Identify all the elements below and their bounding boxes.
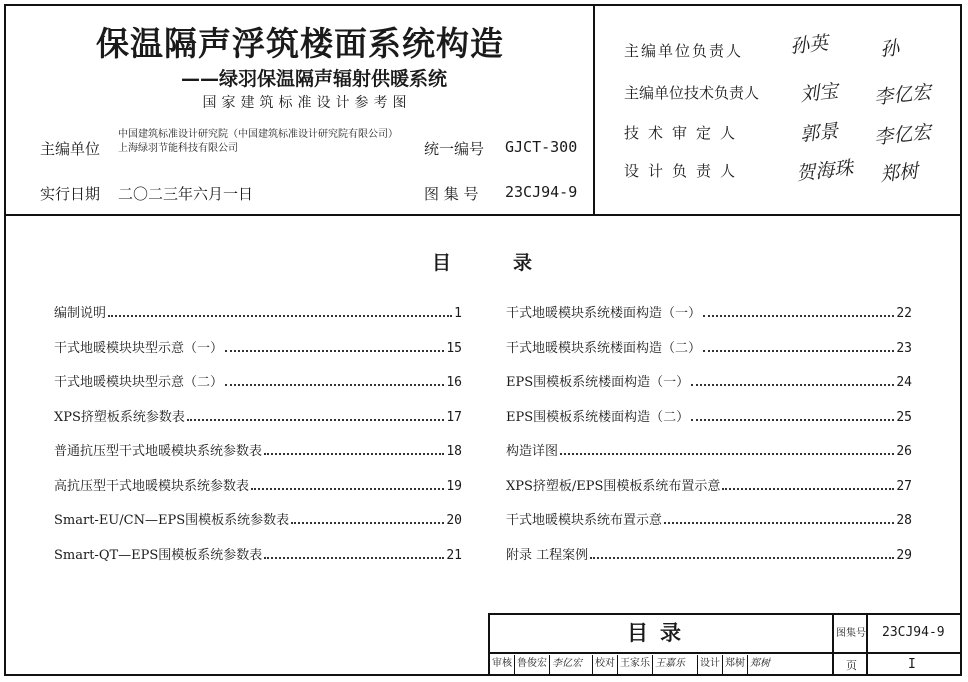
atlas-title: 保温隔声浮筑楼面系统构造 — [96, 24, 504, 63]
toc-entry — [506, 509, 912, 527]
toc-entry — [54, 406, 462, 424]
title-block-row-divider — [488, 652, 962, 654]
toc-leader-dots — [703, 350, 894, 352]
toc-leader-dots — [560, 453, 894, 455]
reviewer-signature: 李亿宏 — [550, 655, 593, 675]
toc-entry-title: 编制说明 — [54, 306, 107, 321]
signature-chief-2: 孙 — [879, 37, 901, 61]
toc-entry-title: 干式地暖模块系统楼面构造（一） — [506, 306, 702, 321]
toc-entry-page: 18 — [446, 444, 462, 459]
signature-tech-1: 刘宝 — [799, 80, 840, 106]
toc-entry — [506, 371, 912, 389]
toc-entry-page: 27 — [896, 478, 912, 494]
atlas-no-label: 图 集 号 — [424, 185, 479, 203]
toc-entry-title: 高抗压型干式地暖模块系统参数表 — [54, 478, 250, 494]
toc-leader-dots — [664, 522, 894, 524]
toc-entry-page: 16 — [446, 375, 462, 390]
date-label: 实行日期 — [40, 185, 101, 203]
toc-entry-title: 构造详图 — [506, 444, 559, 459]
toc-heading-right: 录 — [513, 252, 533, 274]
title-block-title: 目录 — [627, 621, 693, 645]
toc-entry — [506, 337, 912, 355]
designer-name: 郑树 — [723, 655, 748, 675]
toc-entry — [506, 406, 912, 424]
toc-entry-page: 20 — [446, 513, 462, 528]
toc-entry-title: 普通抗压型干式地暖模块系统参数表 — [54, 444, 263, 459]
toc-leader-dots — [264, 453, 444, 455]
toc-entry — [506, 475, 912, 493]
toc-entry-page: 28 — [896, 513, 912, 528]
editor-label: 主编单位 — [40, 140, 101, 158]
toc-leader-dots — [225, 350, 444, 352]
toc-leader-dots — [722, 488, 894, 490]
signature-chief-1: 孙英 — [789, 32, 830, 58]
header-divider — [593, 4, 595, 216]
toc-entry — [54, 371, 462, 389]
toc-entry-page: 25 — [896, 409, 912, 425]
checker-signature: 王嘉乐 — [653, 655, 698, 675]
toc-entry — [54, 544, 462, 562]
toc-entry — [54, 475, 462, 493]
toc-leader-dots — [264, 557, 444, 559]
toc-entry-title: EPS围模板系统楼面构造（一） — [506, 375, 690, 390]
editor-unit-1: 中国建筑标准设计研究院（中国建筑标准设计研究院有限公司） — [118, 129, 398, 140]
toc-leader-dots — [291, 522, 444, 524]
toc-entry — [506, 544, 912, 562]
title-block-col-divider-1 — [832, 613, 834, 675]
resp-role-tech: 主编单位技术负责人 — [624, 84, 760, 102]
toc-leader-dots — [691, 384, 894, 386]
reviewer-name: 鲁俊宏 — [515, 655, 550, 675]
signature-design-1: 贺海珠 — [795, 157, 855, 185]
toc-entry-page: 26 — [896, 444, 912, 459]
title-block-atlas-label: 图集号 — [836, 628, 866, 639]
signature-tech-2: 李亿宏 — [873, 81, 933, 109]
toc-entry-page: 23 — [896, 340, 912, 356]
toc-leader-dots — [225, 384, 444, 386]
toc-entry-title: XPS挤塑板系统参数表 — [54, 409, 185, 425]
toc-entry — [54, 509, 462, 527]
toc-entry-title: 干式地暖模块块型示意（二） — [54, 375, 224, 390]
title-block-atlas-no: 23CJ94-9 — [882, 625, 945, 640]
designer-signature: 郑树 — [750, 658, 770, 669]
signature-review-2: 李亿宏 — [873, 121, 933, 149]
toc-entry-title: 附录 工程案例 — [506, 547, 589, 563]
toc-leader-dots — [703, 315, 894, 317]
atlas-subtitle: ——绿羽保温隔声辐射供暖系统 — [180, 68, 447, 90]
title-block-page-no: I — [908, 657, 916, 672]
toc-leader-dots — [691, 419, 894, 421]
resp-role-design: 设计负责人 — [624, 162, 745, 180]
atlas-category: 国家建筑标准设计参考图 — [202, 95, 412, 111]
checker-name: 王家乐 — [618, 655, 653, 675]
toc-entry-page: 15 — [446, 340, 462, 356]
toc-entry-title: Smart-QT—EPS围模板系统参数表 — [54, 547, 263, 563]
review-label: 审核 — [490, 655, 515, 675]
design-label: 设计 — [698, 655, 723, 675]
toc-entry-title: 干式地暖模块块型示意（一） — [54, 340, 224, 356]
toc-entry — [506, 302, 912, 320]
toc-entry-page: 21 — [446, 547, 462, 563]
title-block-signoff-row — [490, 655, 802, 675]
title-block-col-divider-2 — [866, 613, 868, 675]
toc-entry-page: 29 — [896, 547, 912, 563]
toc-entry-title: Smart-EU/CN—EPS围模板系统参数表 — [54, 513, 290, 528]
editor-unit-2: 上海绿羽节能科技有限公司 — [118, 143, 238, 154]
check-label: 校对 — [593, 655, 618, 675]
toc-leader-dots — [108, 315, 452, 317]
unified-no-label: 统一编号 — [424, 140, 485, 158]
toc-entry-page: 1 — [454, 306, 462, 321]
signature-design-2: 郑树 — [879, 160, 920, 186]
date-value: 二〇二三年六月一日 — [118, 185, 254, 203]
toc-entry — [54, 302, 462, 320]
toc-heading-left: 目 — [432, 252, 452, 274]
toc-leader-dots — [251, 488, 444, 490]
resp-role-review: 技术审定人 — [624, 124, 745, 142]
toc-entry-page: 19 — [446, 478, 462, 494]
toc-entry — [54, 440, 462, 458]
toc-entry-title: 干式地暖模块系统楼面构造（二） — [506, 340, 702, 356]
toc-leader-dots — [590, 557, 894, 559]
toc-entry-page: 22 — [896, 306, 912, 321]
resp-role-chief: 主编单位负责人 — [624, 42, 744, 60]
toc-entry — [54, 337, 462, 355]
signature-review-1: 郭景 — [799, 120, 840, 146]
toc-entry-title: EPS围模板系统楼面构造（二） — [506, 409, 690, 425]
toc-entry — [506, 440, 912, 458]
toc-entry-page: 24 — [896, 375, 912, 390]
atlas-no-value: 23CJ94-9 — [505, 183, 578, 201]
title-block-page-label: 页 — [846, 659, 857, 672]
toc-entry-title: 干式地暖模块系统布置示意 — [506, 513, 663, 528]
toc-leader-dots — [187, 419, 444, 421]
unified-no-value: GJCT-300 — [505, 138, 578, 156]
toc-entry-title: XPS挤塑板/EPS围模板系统布置示意 — [506, 478, 721, 494]
toc-entry-page: 17 — [446, 409, 462, 425]
